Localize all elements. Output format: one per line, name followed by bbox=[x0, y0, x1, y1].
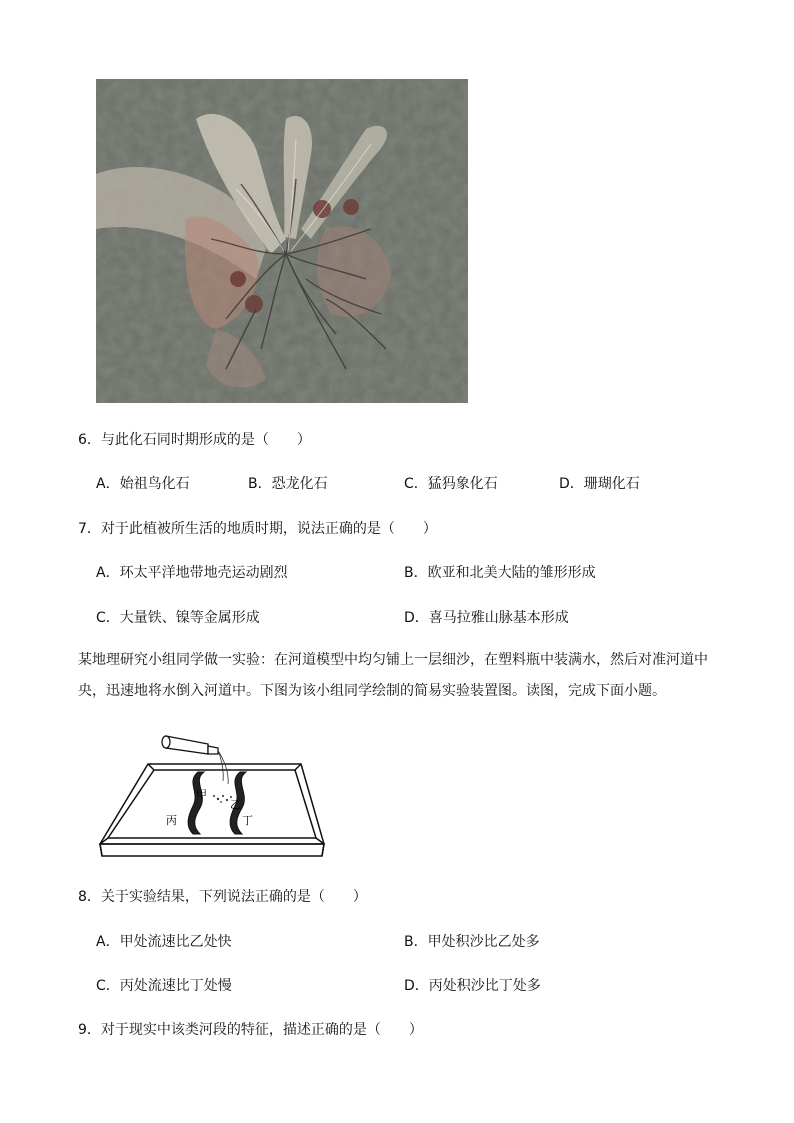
label-bing: 丙 bbox=[166, 814, 177, 827]
question-8-option-a[interactable]: A．甲处流速比乙处快 bbox=[96, 934, 232, 950]
question-8-option-c[interactable]: C．丙处流速比丁处慢 bbox=[96, 978, 232, 994]
fossil-photo bbox=[96, 79, 468, 403]
question-7-stem: 7．对于此植被所生活的地质时期，说法正确的是（ ） bbox=[78, 521, 437, 537]
question-7-option-a[interactable]: A．环太平洋地带地壳运动剧烈 bbox=[96, 565, 288, 581]
question-7-option-b[interactable]: B．欧亚和北美大陆的雏形形成 bbox=[404, 565, 596, 581]
label-ding: 丁 bbox=[242, 814, 253, 827]
experiment-diagram bbox=[96, 726, 336, 866]
question-6-option-a[interactable]: A．始祖鸟化石 bbox=[96, 476, 190, 492]
question-7-option-c[interactable]: C．大量铁、镍等金属形成 bbox=[96, 610, 260, 626]
label-yi: 乙 bbox=[230, 798, 241, 811]
question-6-option-b[interactable]: B．恐龙化石 bbox=[248, 476, 328, 492]
label-jia: 甲 bbox=[196, 788, 207, 801]
question-9-stem: 9．对于现实中该类河段的特征，描述正确的是（ ） bbox=[78, 1022, 423, 1038]
question-7-option-d[interactable]: D．喜马拉雅山脉基本形成 bbox=[404, 610, 569, 626]
question-6-option-d[interactable]: D．珊瑚化石 bbox=[559, 476, 640, 492]
question-6-option-c[interactable]: C．猛犸象化石 bbox=[404, 476, 498, 492]
question-8-stem: 8．关于实验结果，下列说法正确的是（ ） bbox=[78, 889, 367, 905]
question-8-option-d[interactable]: D．丙处积沙比丁处多 bbox=[404, 978, 541, 994]
question-6-stem: 6．与此化石同时期形成的是（ ） bbox=[78, 432, 311, 448]
material-paragraph: 某地理研究小组同学做一实验：在河道模型中均匀铺上一层细沙，在塑料瓶中装满水，然后对准河道中央，迅速地将水倒入河道中。下图为该小组同学绘制的简易实验装置图。读图，完成下面小题。 bbox=[78, 652, 708, 699]
question-8-option-b[interactable]: B．甲处积沙比乙处多 bbox=[404, 934, 540, 950]
